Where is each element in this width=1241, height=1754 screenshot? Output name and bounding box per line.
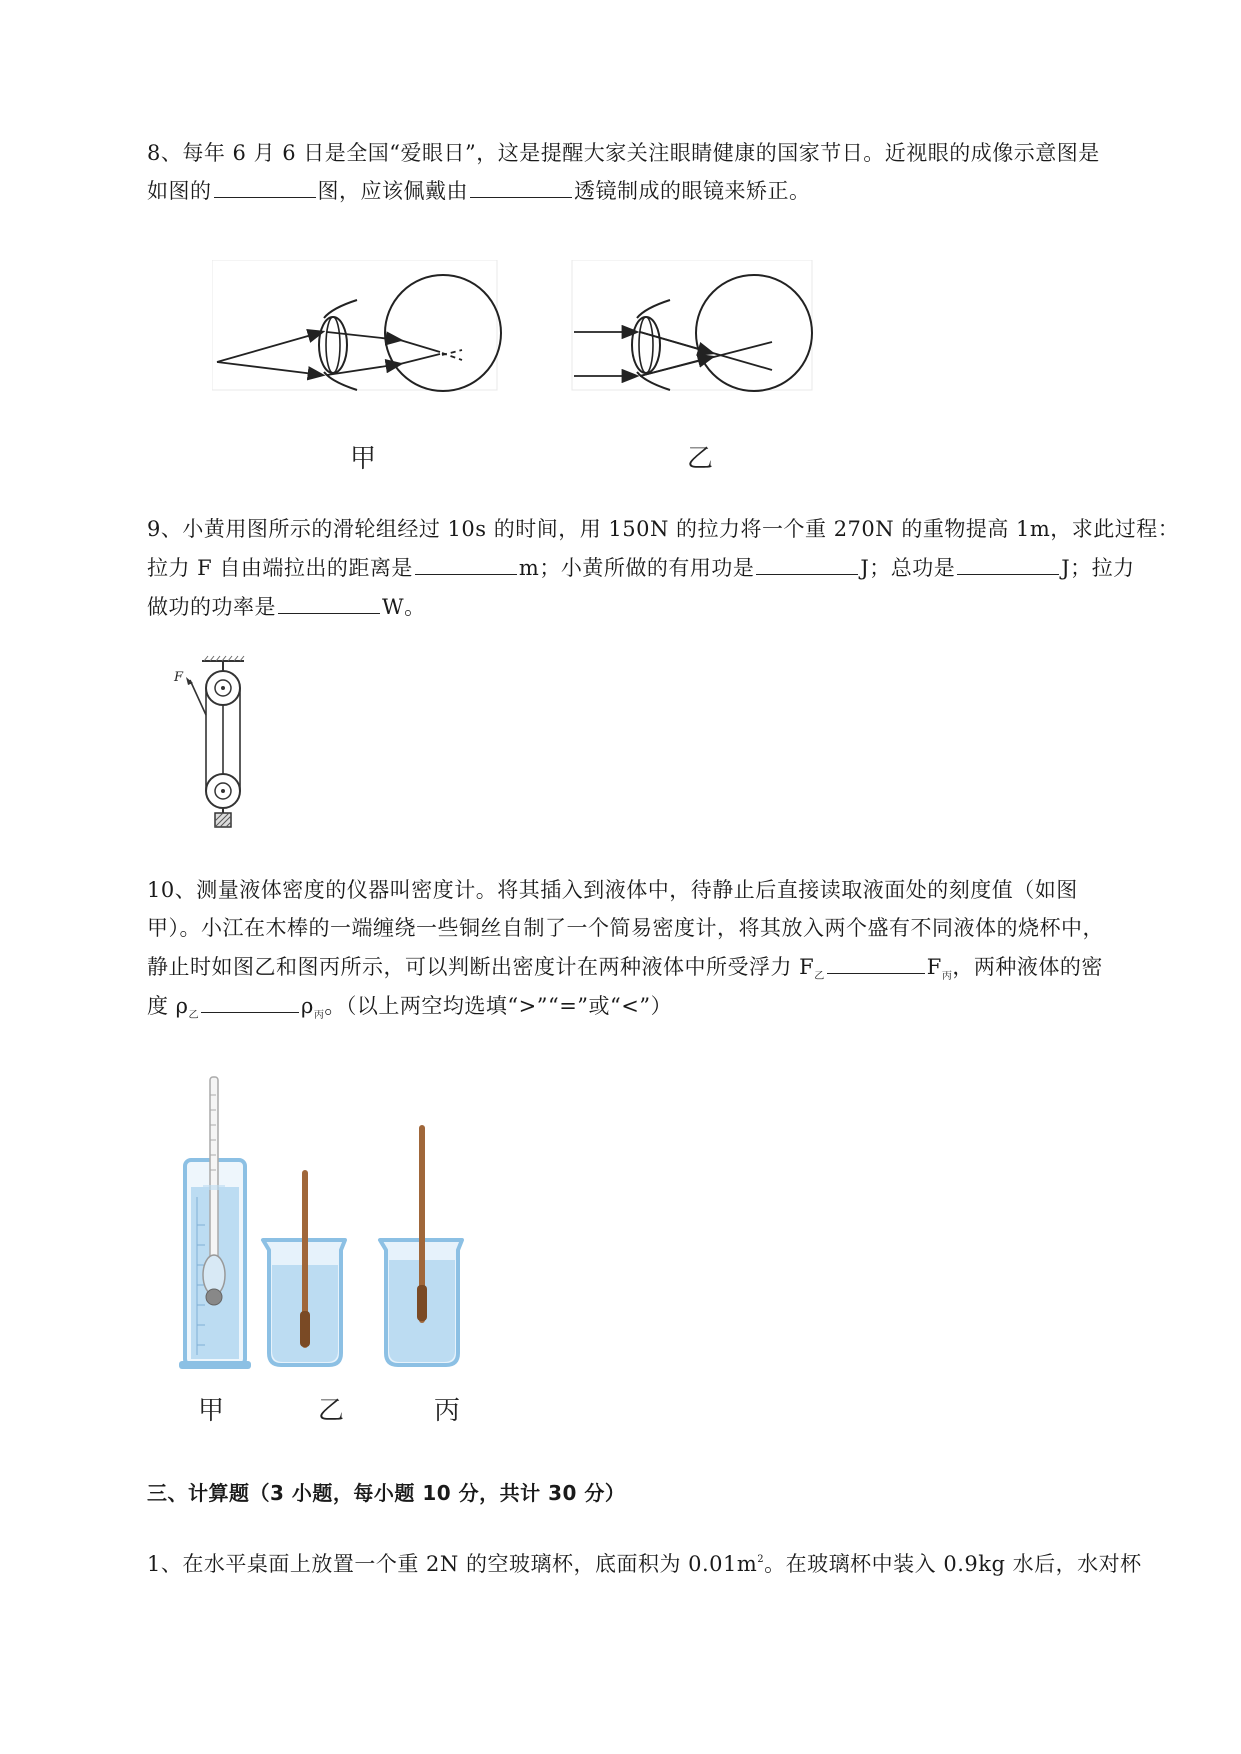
q10-answer-blank-buoyancy[interactable] xyxy=(827,951,925,974)
q10-sub-yi: 乙 xyxy=(814,971,825,982)
beaker-yi xyxy=(263,1170,345,1365)
calc-q1-line1 xyxy=(147,1545,1142,1579)
q8-line1: 8、每年 6 月 6 日是全国“爱眼日”，这是提醒大家关注眼睛健康的国家节日。近视眼的成像示意图是 xyxy=(147,141,1100,165)
q10-text-d: 度 ρ xyxy=(147,994,189,1018)
hydrometer-caption-yi: 乙 xyxy=(318,1396,345,1426)
q10-text-e: ρ xyxy=(301,994,314,1018)
q9-answer-blank-useful-work[interactable] xyxy=(756,552,858,575)
calc-q1-text-b: 。在玻璃杯中装入 0.9kg 水后，水对杯 xyxy=(764,1552,1142,1576)
q10-text-b: F xyxy=(926,955,942,979)
q10-line3 xyxy=(147,951,1103,992)
q8-answer-blank-1[interactable] xyxy=(214,175,316,198)
q9-answer-blank-distance[interactable] xyxy=(415,552,517,575)
hydrometer-caption-jia: 甲 xyxy=(198,1396,225,1426)
q9-line1: 9、小黄用图所示的滑轮组经过 10s 的时间，用 150N 的拉力将一个重 270N 的重物提高 1m，求此过程： xyxy=(147,517,1180,541)
beaker-bing xyxy=(380,1125,462,1365)
cylinder-jia xyxy=(179,1077,251,1369)
q9-line2 xyxy=(147,552,1135,583)
q9-answer-blank-total-work[interactable] xyxy=(957,552,1059,575)
q8-text-b: 图，应该佩戴由 xyxy=(317,179,468,203)
eye-caption-jia: 甲 xyxy=(350,444,377,474)
q9-text-a: 拉力 F 自由端拉出的距离是 xyxy=(147,556,413,580)
q9-line3 xyxy=(147,591,426,622)
pulley-force-label: F xyxy=(174,670,184,685)
q10-text-c: ，两种液体的密 xyxy=(952,955,1103,979)
calc-q1-text-a: 1、在水平桌面上放置一个重 2N 的空玻璃杯，底面积为 0.01m xyxy=(147,1552,758,1576)
q10-text-f: 。（以上两空均选填“>”“=”或“<”） xyxy=(324,994,673,1018)
q10-line2: 甲）。小江在木棒的一端缠绕一些铜丝自制了一个简易密度计，将其放入两个盛有不同液体的烧杯中， xyxy=(147,916,1104,940)
section-heading-calculation: 三、计算题（3 小题，每小题 10 分，共计 30 分） xyxy=(147,1481,626,1505)
calc-q1-sup: 2 xyxy=(757,1554,765,1565)
eye-caption-yi: 乙 xyxy=(687,444,714,474)
eye-diagram-yi xyxy=(572,260,812,391)
eye-diagram-jia xyxy=(212,260,501,391)
q9-text-d: J；拉力 xyxy=(1061,556,1135,580)
q10-sub-bing: 丙 xyxy=(941,971,953,982)
q10-sub-bing-2: 丙 xyxy=(313,1010,325,1021)
hydrometer-diagram xyxy=(175,1075,535,1395)
q9-text-e: 做功的功率是 xyxy=(147,595,276,619)
q9-answer-blank-power[interactable] xyxy=(278,591,380,614)
q8-text-c: 透镜制成的眼镜来矫正。 xyxy=(574,179,811,203)
q9-text-c: J；总功是 xyxy=(860,556,956,580)
pulley-diagram xyxy=(170,655,250,830)
eye-diagrams xyxy=(212,260,832,395)
q10-sub-yi-2: 乙 xyxy=(188,1010,200,1021)
hydrometer-caption-bing: 丙 xyxy=(434,1396,461,1426)
q10-text-a: 静止时如图乙和图丙所示，可以判断出密度计在两种液体中所受浮力 F xyxy=(147,955,815,979)
q8-answer-blank-2[interactable] xyxy=(470,175,572,198)
q10-line4 xyxy=(147,990,672,1031)
q10-answer-blank-density[interactable] xyxy=(201,990,299,1013)
q8-text-a: 如图的 xyxy=(147,179,212,203)
q10-line1: 10、测量液体密度的仪器叫密度计。将其插入到液体中，待静止后直接读取液面处的刻度值（如图 xyxy=(147,878,1078,902)
q9-text-f: W。 xyxy=(382,595,426,619)
q8-line2 xyxy=(147,175,811,206)
q9-text-b: m；小黄所做的有用功是 xyxy=(518,556,755,580)
